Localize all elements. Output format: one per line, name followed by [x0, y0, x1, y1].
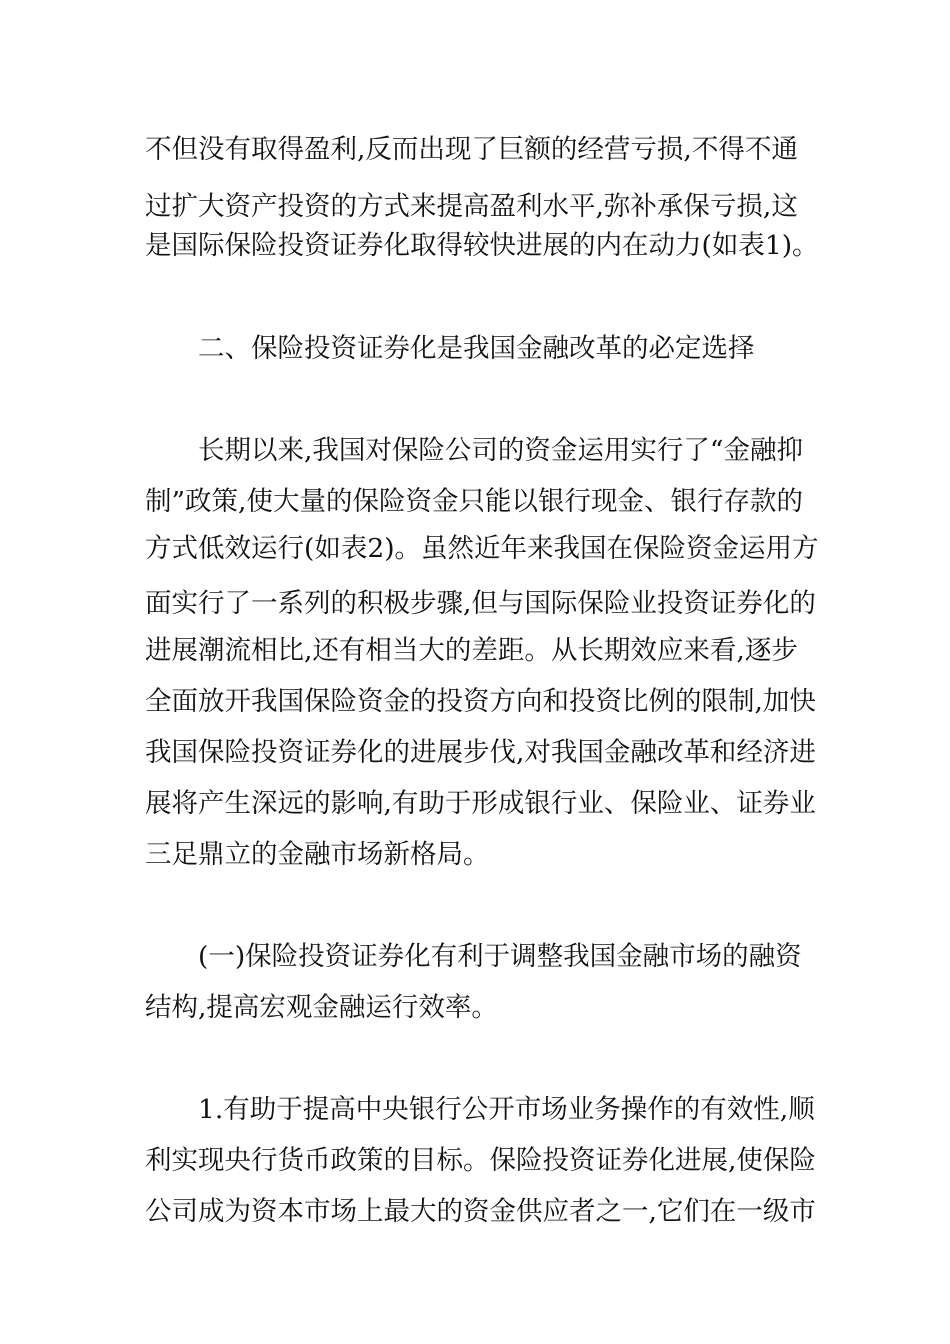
paragraph-2-line-3: 方式低效运行(如表2)。虽然近年来我国在保险资金运用方 [145, 533, 819, 564]
paragraph-2-line-6: 全面放开我国保险资金的投资方向和投资比例的限制,加快 [145, 686, 816, 717]
paragraph-2-line-1: 长期以来,我国对保险公司的资金运用实行了“金融抑 [198, 435, 803, 466]
subsection-heading-line-1: (一)保险投资证券化有利于调整我国金融市场的融资 [198, 941, 802, 972]
paragraph-2-line-4: 面实行了一系列的积极步骤,但与国际保险业投资证券化的 [145, 588, 816, 619]
paragraph-1-line-1: 不但没有取得盈利,反而出现了巨额的经营亏损,不得不通 [145, 134, 798, 165]
paragraph-1-line-3: 是国际保险投资证券化取得较快进展的内在动力(如表1)。 [145, 230, 819, 261]
paragraph-2-line-5: 进展潮流相比,还有相当大的差距。从长期效应来看,逐步 [145, 635, 798, 666]
paragraph-3-line-3: 公司成为资本市场上最大的资金供应者之一,它们在一级市 [145, 1196, 816, 1227]
section-heading: 二、保险投资证券化是我国金融改革的必定选择 [198, 333, 755, 364]
paragraph-2-line-8: 展将产生深远的影响,有助于形成银行业、保险业、证券业 [145, 788, 816, 819]
paragraph-3-line-1: 1.有助于提高中央银行公开市场业务操作的有效性,顺 [198, 1094, 815, 1125]
paragraph-2-line-7: 我国保险投资证券化的进展步伐,对我国金融改革和经济进 [145, 737, 816, 768]
paragraph-3-line-2: 利实现央行货币政策的目标。保险投资证券化进展,使保险 [145, 1145, 816, 1176]
paragraph-2-line-9: 三足鼎立的金融市场新格局。 [145, 839, 490, 870]
paragraph-2-line-2: 制”政策,使大量的保险资金只能以银行现金、银行存款的 [145, 486, 803, 517]
subsection-heading-line-2: 结构,提高宏观金融运行效率。 [145, 992, 498, 1023]
paragraph-1-line-2: 过扩大资产投资的方式来提高盈利水平,弥补承保亏损,这 [145, 191, 798, 222]
